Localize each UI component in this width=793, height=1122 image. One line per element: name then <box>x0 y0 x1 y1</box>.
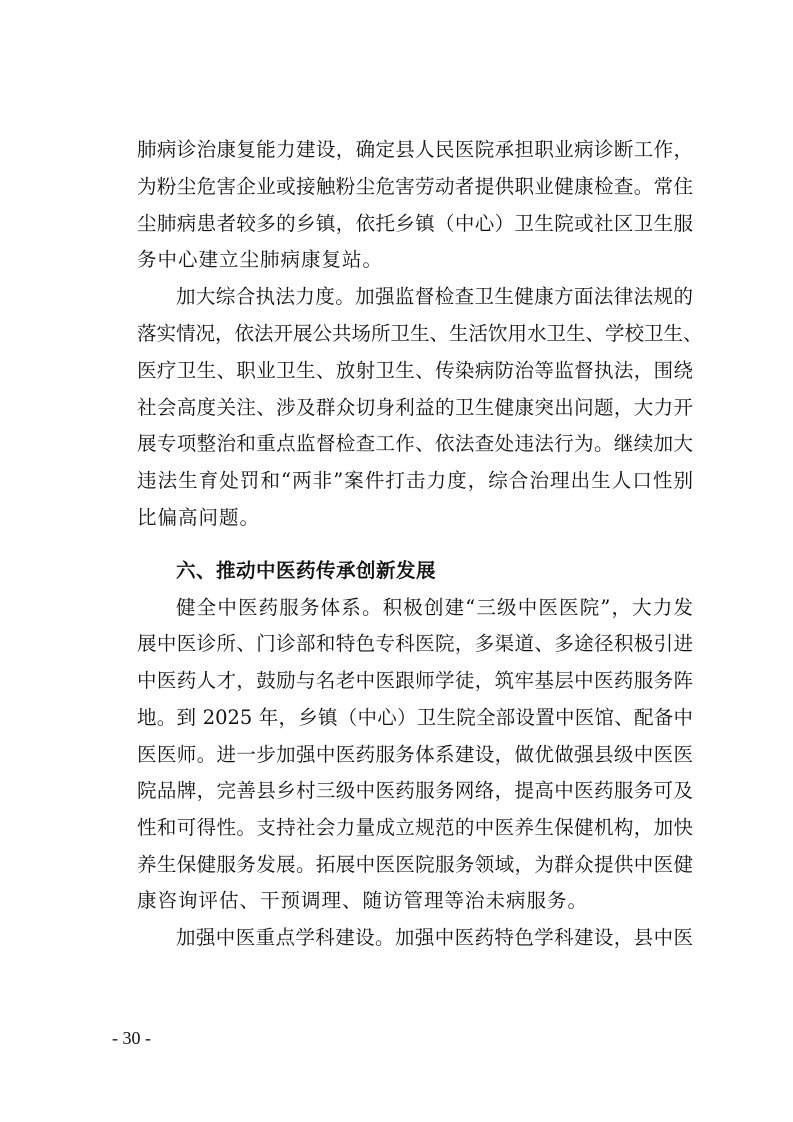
paragraph-line: 展专项整治和重点监督检查工作、依法查处违法行为。继续加大 <box>137 432 693 456</box>
paragraph-line: 尘肺病患者较多的乡镇，依托乡镇（中心）卫生院或社区卫生服 <box>137 211 693 235</box>
paragraph-line: 肺病诊治康复能力建设，确定县人民医院承担职业病诊断工作， <box>137 138 693 161</box>
paragraph-line: 务中心建立尘肺病康复站。 <box>137 248 384 272</box>
paragraph-line: 院品牌，完善县乡村三级中医药服务网络，提高中医药服务可及 <box>137 779 693 803</box>
section-heading: 六、推动中医药传承创新发展 <box>176 559 437 582</box>
paragraph-line: 社会高度关注、涉及群众切身利益的卫生健康突出问题，大力开 <box>137 395 693 419</box>
paragraph-line: 中医药人才，鼓励与名老中医跟师学徒，筑牢基层中医药服务阵 <box>137 669 693 693</box>
paragraph-line: 医疗卫生、职业卫生、放射卫生、传染病防治等监督执法，围绕 <box>137 358 693 382</box>
page-number: - 30 - <box>112 1028 151 1048</box>
paragraph-line: 健全中医药服务体系。积极创建“三级中医医院”，大力发 <box>176 595 693 619</box>
paragraph-line: 落实情况，依法开展公共场所卫生、生活饮用水卫生、学校卫生、 <box>137 322 703 345</box>
paragraph-line: 地。到 2025 年，乡镇（中心）卫生院全部设置中医馆、配备中 <box>137 705 693 729</box>
paragraph-line: 加大综合执法力度。加强监督检查卫生健康方面法律法规的 <box>176 285 693 309</box>
paragraph-line: 养生保健服务发展。拓展中医医院服务领域，为群众提供中医健 <box>137 852 693 876</box>
paragraph-line: 性和可得性。支持社会力量成立规范的中医养生保健机构，加快 <box>137 815 693 839</box>
paragraph-line: 医医师。进一步加强中医药服务体系建设，做优做强县级中医医 <box>137 742 693 766</box>
paragraph-line: 展中医诊所、门诊部和特色专科医院，多渠道、多途径积极引进 <box>137 632 693 656</box>
paragraph-line: 康咨询评估、干预调理、随访管理等治未病服务。 <box>137 889 589 913</box>
paragraph-line: 违法生育处罚和“两非”案件打击力度，综合治理出生人口性别 <box>137 469 693 493</box>
paragraph-line: 为粉尘危害企业或接触粉尘危害劳动者提供职业健康检查。常住 <box>137 174 693 198</box>
paragraph-line: 比偏高问题。 <box>137 506 261 529</box>
paragraph-line: 加强中医重点学科建设。加强中医药特色学科建设，县中医 <box>176 926 693 949</box>
